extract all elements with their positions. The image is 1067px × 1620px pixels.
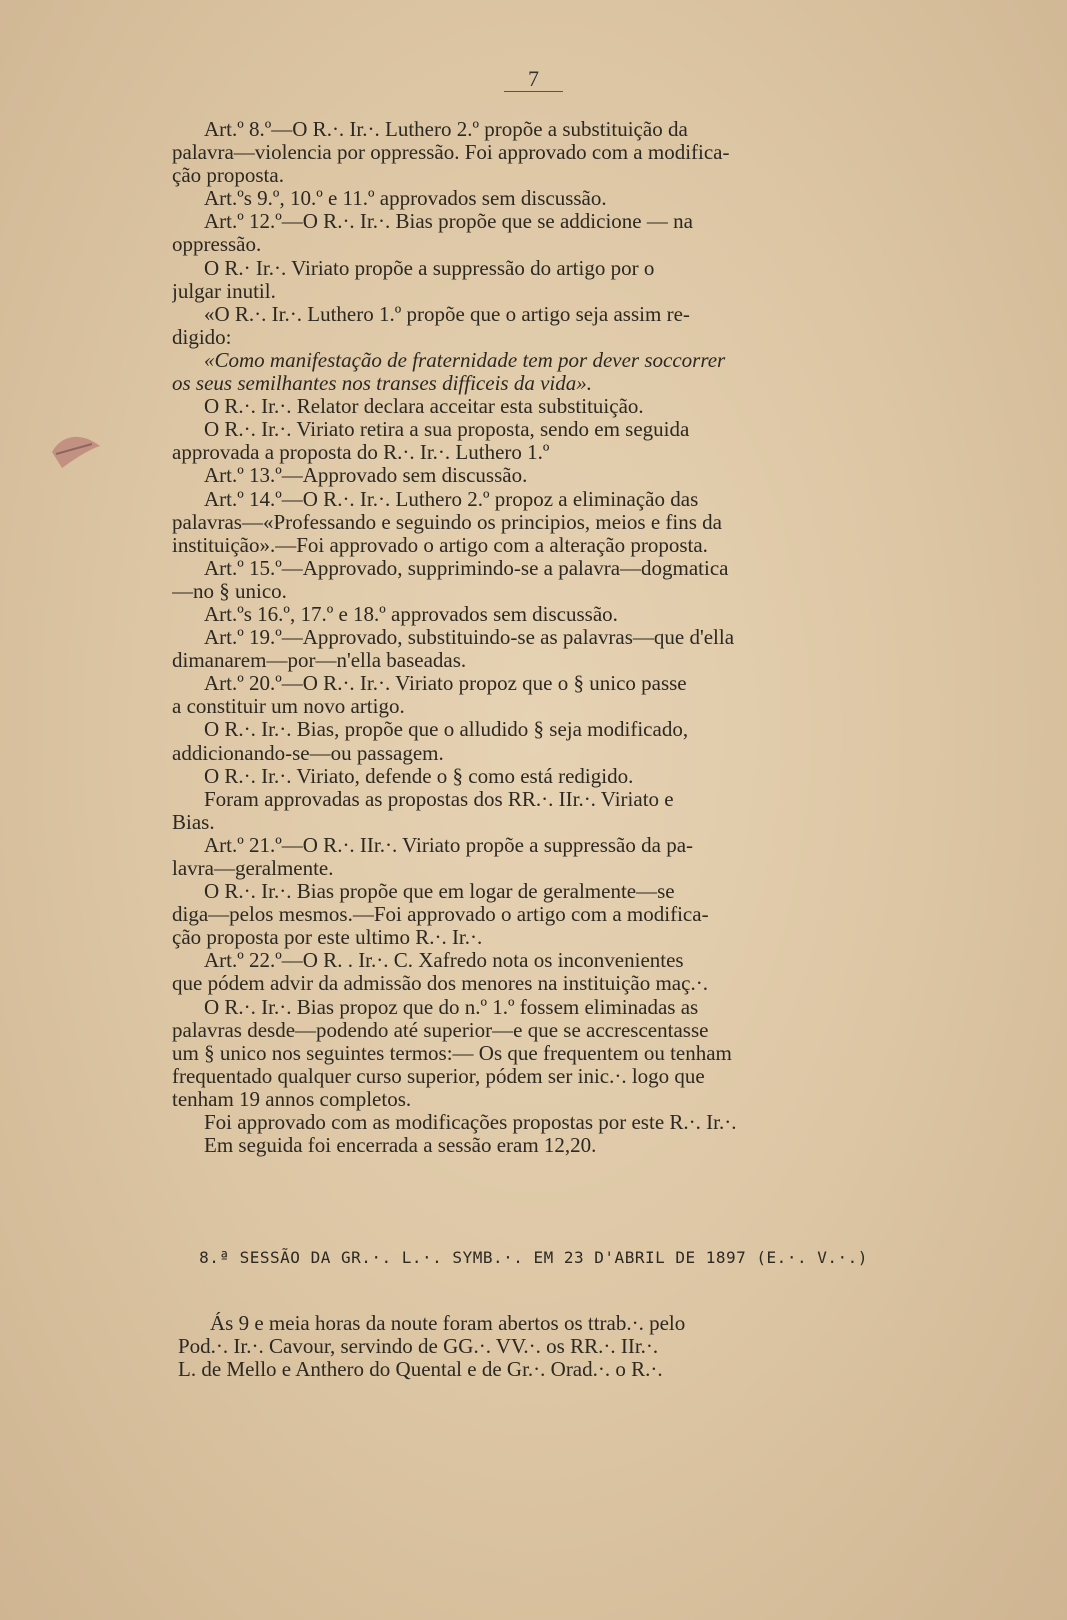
text-line: Art.º 15.º—Approvado, supprimindo-se a palavra—dogmatica <box>204 556 729 580</box>
text-line: addicionando-se—ou passagem. <box>172 741 444 765</box>
text-line: Art.ºs 16.º, 17.º e 18.º approvados sem discussão. <box>204 602 618 626</box>
text-line: oppressão. <box>172 233 262 257</box>
text-line: «O R.·. Ir.·. Luthero 1.º propõe que o artigo seja assim re- <box>204 302 690 326</box>
text-line: Ás 9 e meia horas da noute foram abertos os ttrab.·. pelo <box>210 1312 686 1335</box>
text-line: L. de Mello e Anthero do Quental e de Gr.·. Orad.·. o R.·. <box>178 1358 663 1382</box>
text-line: O R.·. Ir.·. Bias propoz que do n.º 1.º fossem eliminadas as <box>204 995 699 1019</box>
text-line: um § unico nos seguintes termos:— Os que frequentem ou tenham <box>172 1041 732 1065</box>
minutes-body <box>172 118 892 1157</box>
text-line: «Como manifestação de fraternidade tem por dever soccorrer <box>204 348 726 372</box>
text-line: Art.ºs 9.º, 10.º e 11.º approvados sem discussão. <box>204 187 607 211</box>
text-line: Bias. <box>172 810 215 834</box>
text-line: O R.·. Ir.·. Relator declara acceitar esta substituição. <box>204 395 644 419</box>
text-line: Art.º 12.º—O R.·. Ir.·. Bias propõe que se addicione — na <box>204 210 693 234</box>
text-line: digido: <box>172 325 232 349</box>
text-line: ção proposta por este ultimo R.·. Ir.·. <box>172 926 483 950</box>
text-line: Art.º 22.º—O R. . Ir.·. C. Xafredo nota os inconvenientes <box>204 949 684 973</box>
text-line: O R.·. Ir.·. Bias, propõe que o alludido § seja modificado, <box>204 718 689 742</box>
text-line: julgar inutil. <box>172 279 276 303</box>
text-line: palavras desde—podendo até superior—e que se accrescentasse <box>172 1018 709 1042</box>
text-line: Em seguida foi encerrada a sessão eram 12,20. <box>204 1134 597 1158</box>
text-line: dimanarem—por—n'ella baseadas. <box>172 649 467 673</box>
text-line: Art.º 20.º—O R.·. Ir.·. Viriato propoz que o § unico passe <box>204 672 687 696</box>
text-line: O R.·. Ir.·. Viriato, defende o § como está redigido. <box>204 764 634 788</box>
text-line: palavras—«Professando e seguindo os principios, meios e fins da <box>172 510 722 534</box>
text-line: Pod.·. Ir.·. Cavour, servindo de GG.·. VV.·. os RR.·. IIr.·. <box>178 1335 659 1359</box>
text-line: —no § unico. <box>172 579 287 603</box>
text-line: Art.º 14.º—O R.·. Ir.·. Luthero 2.º propoz a eliminação das <box>204 487 699 511</box>
text-line: frequentado qualquer curso superior, pódem ser inic.·. logo que <box>172 1064 705 1088</box>
text-line: os seus semilhantes nos transes difficeis da vida». <box>172 372 592 396</box>
text-line: palavra—violencia por oppressão. Foi approvado com a modifica- <box>172 141 730 165</box>
session-opening <box>178 1312 898 1381</box>
text-line: lavra—geralmente. <box>172 857 334 880</box>
text-line: O R.·. Ir.·. Viriato retira a sua proposta, sendo em seguida <box>204 418 690 442</box>
text-line: Art.º 13.º—Approvado sem discussão. <box>204 464 528 488</box>
text-line: O R.·. Ir.·. Bias propõe que em logar de geralmente—se <box>204 880 675 904</box>
page-number: 7 <box>0 66 1067 92</box>
session-heading: 8.ª SESSÃO DA GR.·. L.·. SYMB.·. EM 23 D'ABRIL DE 1897 (E.·. V.·.) <box>199 1248 868 1267</box>
text-line: Art.º 19.º—Approvado, substituindo-se as palavras—que d'ella <box>204 626 735 650</box>
text-line: Foi approvado com as modificações propostas por este R.·. Ir.·. <box>204 1111 737 1135</box>
text-line: approvada a proposta do R.·. Ir.·. Luthero 1.º <box>172 441 550 465</box>
text-line: ção proposta. <box>172 164 284 188</box>
page-stamp-mark <box>48 428 104 458</box>
text-line: que pódem advir da admissão dos menores na instituição maç.·. <box>172 972 708 996</box>
text-line: a constituir um novo artigo. <box>172 695 405 719</box>
text-line: instituição».—Foi approvado o artigo com a alteração proposta. <box>172 533 708 557</box>
text-line: Art.º 8.º—O R.·. Ir.·. Luthero 2.º propõe a substituição da <box>204 118 688 141</box>
text-line: tenham 19 annos completos. <box>172 1087 412 1111</box>
text-line: diga—pelos mesmos.—Foi approvado o artigo com a modifica- <box>172 903 709 927</box>
text-line: O R.· Ir.·. Viriato propõe a suppressão do artigo por o <box>204 256 655 280</box>
text-line: Art.º 21.º—O R.·. IIr.·. Viriato propõe a suppressão da pa- <box>204 833 694 857</box>
text-line: Foram approvadas as propostas dos RR.·. IIr.·. Viriato e <box>204 787 674 811</box>
